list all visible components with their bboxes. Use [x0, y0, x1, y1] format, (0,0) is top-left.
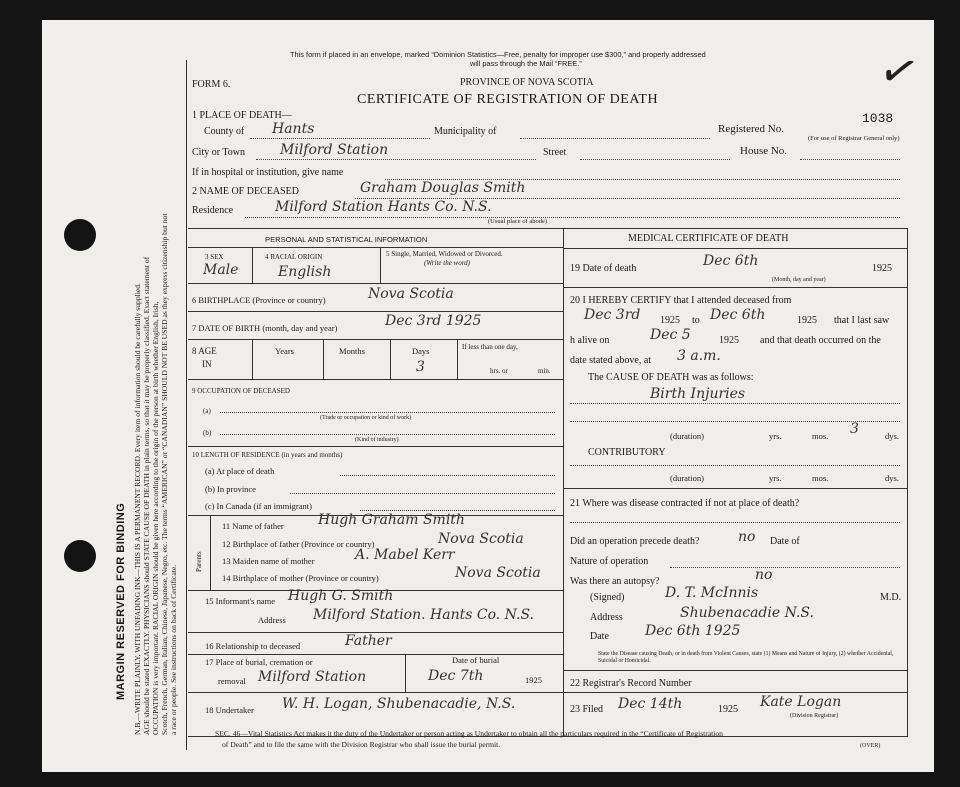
- residence-label: Residence: [192, 205, 234, 216]
- burial-date-label: Date of burial: [452, 655, 500, 665]
- alive-label: h alive on: [570, 335, 610, 346]
- dys-label-2: dys.: [885, 473, 899, 483]
- filed-label: 23 Filed: [570, 704, 604, 715]
- age-in-label: IN: [202, 359, 212, 369]
- relationship-value: Father: [345, 633, 392, 649]
- alive-year: 1925: [719, 335, 739, 346]
- county-value: Hants: [272, 121, 315, 137]
- certify-label: 20 I HEREBY CERTIFY that I attended deceased from: [570, 295, 792, 306]
- page-title: CERTIFICATE OF REGISTRATION OF DEATH: [357, 92, 659, 107]
- racial-label: 4 RACIAL ORIGIN: [265, 253, 323, 261]
- parents-side-label: Parents: [195, 551, 203, 572]
- years-label: Years: [275, 346, 294, 356]
- months-label: Months: [339, 346, 365, 356]
- occupation-a-note: (Trade or occupation or kind of work): [320, 415, 412, 421]
- yrs-label-2: yrs.: [769, 473, 782, 483]
- physician-address-label: Address: [590, 612, 623, 623]
- to-label: to: [692, 315, 700, 326]
- deceased-label: 2 NAME OF DECEASED: [192, 186, 299, 197]
- dob-value: Dec 3rd 1925: [385, 313, 482, 329]
- physician-address: Shubenacadie N.S.: [680, 605, 814, 621]
- margin-rule: [186, 60, 187, 750]
- birthplace-label: 6 BIRTHPLACE (Province or country): [192, 295, 326, 305]
- last-saw-label: that I last saw: [834, 315, 890, 326]
- physician-date-label: Date: [590, 631, 609, 642]
- county-label: County of: [204, 126, 245, 137]
- margin-reserved-label: MARGIN RESERVED FOR BINDING: [115, 502, 127, 700]
- burial-date: Dec 7th: [428, 668, 484, 684]
- hospital-label: If in hospital or institution, give name: [192, 167, 344, 178]
- city-label: City or Town: [192, 147, 246, 158]
- father-name: Hugh Graham Smith: [318, 512, 465, 528]
- undertaker-label: 18 Undertaker: [205, 705, 254, 715]
- hrs-label: hrs. or: [490, 367, 508, 375]
- autopsy-value: no: [755, 567, 773, 583]
- mail-notice-2: will pass through the Mail “FREE.”: [470, 59, 582, 68]
- days-label: Days: [412, 346, 430, 356]
- margin-instruction: Scotch, French, German, Italian, Chinese, Japanese, Negro, etc. The terms “AMERICAN” or “CANADIAN” SHOULD NOT BE USED as they express citizenship but not: [160, 213, 169, 735]
- binding-hole: [64, 540, 96, 572]
- mother-name: A. Mabel Kerr: [355, 547, 455, 563]
- residence-length-label: 10 LENGTH OF RESIDENCE (in years and months): [192, 451, 343, 459]
- over-label: (OVER): [860, 743, 881, 749]
- duration-label: (duration): [670, 431, 704, 441]
- burial-place: Milford Station: [258, 669, 367, 685]
- status-note: (Write the word): [424, 259, 471, 267]
- racial-value: English: [278, 264, 332, 280]
- dob-label: 7 DATE OF BIRTH (month, day and year): [192, 323, 338, 333]
- occupation-a: (a): [203, 407, 211, 415]
- footer-note-2: of Death” and to file the same with the Division Registrar who shall issue the burial permit.: [222, 740, 501, 749]
- place-label: 1 PLACE OF DEATH—: [192, 110, 292, 121]
- min-label: min.: [538, 367, 551, 375]
- city-value: Milford Station: [280, 142, 389, 158]
- street-label: Street: [543, 147, 567, 158]
- father-birthplace: Nova Scotia: [438, 531, 524, 547]
- time-of-death: 3 a.m.: [677, 348, 721, 364]
- house-label: House No.: [740, 145, 788, 157]
- status-label: 5 Single, Married, Widowed or Divorced.: [386, 250, 503, 258]
- filed-date: Dec 14th: [618, 696, 683, 712]
- occurred-label: and that death occurred on the: [760, 335, 881, 346]
- residence-value: Milford Station Hants Co. N.S.: [275, 199, 492, 215]
- burial-year: 1925: [525, 675, 542, 685]
- alive-date: Dec 5: [650, 327, 691, 343]
- operation-value: no: [738, 529, 756, 545]
- less-day-label: If less than one day,: [462, 343, 518, 351]
- signed-label: (Signed): [590, 592, 625, 603]
- mos-label: mos.: [812, 431, 829, 441]
- informant-label: 15 Informant's name: [205, 596, 275, 606]
- attended-from-year: 1925: [660, 315, 680, 326]
- mos-label-2: mos.: [812, 473, 829, 483]
- filed-year: 1925: [718, 704, 738, 715]
- attended-to-year: 1925: [797, 315, 817, 326]
- attended-to: Dec 6th: [710, 307, 766, 323]
- margin-instruction: OCCUPATION is very important. RACIAL ORIGIN should be given here according to the origin of the person at birth whether English, Irish,: [151, 301, 160, 735]
- date-of-death-year: 1925: [872, 263, 892, 274]
- physician-date: Dec 6th 1925: [645, 623, 741, 639]
- registrar-note: (For use of Registrar General only): [808, 135, 900, 142]
- md-label: M.D.: [880, 592, 902, 603]
- mother-birthplace-label: 14 Birthplace of mother (Province or country): [222, 573, 379, 583]
- check-mark: ✓: [873, 39, 925, 103]
- age-label: 8 AGE: [192, 346, 217, 356]
- residence-c: (c) In Canada (if an immigrant): [205, 501, 312, 511]
- occupation-label: 9 OCCUPATION OF DECEASED: [192, 387, 290, 395]
- operation-label: Did an operation precede death?: [570, 536, 700, 547]
- contributory-label: CONTRIBUTORY: [588, 447, 666, 458]
- cause-duration-days: 3: [850, 421, 859, 437]
- occupation-b-note: (Kind of industry): [355, 437, 399, 443]
- days-value: 3: [416, 359, 425, 375]
- footer-note: SEC. 46—Vital Statistics Act makes it the duty of the Undertaker or person acting as Undertaker to obtain all the particulars required in the “Certificate of Registration: [215, 729, 723, 738]
- sex-label: 3 SEX: [205, 253, 224, 261]
- q21-label: 21 Where was disease contracted if not at place of death?: [570, 498, 800, 509]
- date-note: (Month, day and year): [772, 277, 826, 283]
- record-number-label: 22 Registrar's Record Number: [570, 678, 692, 689]
- date-stated-label: date stated above, at: [570, 355, 652, 366]
- registrar-note: (Division Registrar): [790, 713, 839, 719]
- informant-name: Hugh G. Smith: [288, 588, 394, 604]
- residence-a: (a) At place of death: [205, 466, 275, 476]
- mother-label: 13 Maiden name of mother: [222, 556, 315, 566]
- date-of-death: Dec 6th: [703, 253, 759, 269]
- informant-address-label: Address: [258, 615, 286, 625]
- province-heading: PROVINCE OF NOVA SCOTIA: [460, 77, 594, 88]
- burial-label: 17 Place of burial, cremation or: [205, 657, 313, 667]
- attended-from: Dec 3rd: [584, 307, 641, 323]
- personal-heading: PERSONAL AND STATISTICAL INFORMATION: [265, 235, 428, 244]
- date-of-death-label: 19 Date of death: [570, 263, 637, 274]
- yrs-label: yrs.: [769, 431, 782, 441]
- residence-note: (Usual place of abode): [488, 218, 548, 225]
- registered-label: Registered No.: [718, 123, 784, 135]
- father-birthplace-label: 12 Birthplace of father (Province or country): [222, 539, 375, 549]
- birthplace-value: Nova Scotia: [368, 286, 454, 302]
- margin-instruction: N.B.—WRITE PLAINLY, WITH UNFADING INK—THIS IS A PERMANENT RECORD. Every item of information should be carefully supplied.: [133, 283, 142, 735]
- mail-notice: This form if placed in an envelope, marked “Dominion Statistics—Free, penalty for improper use $300,” and properly addressed: [290, 50, 706, 59]
- informant-address: Milford Station. Hants Co. N.S.: [313, 607, 534, 623]
- deceased-name: Graham Douglas Smith: [360, 180, 526, 196]
- residence-b: (b) In province: [205, 484, 256, 494]
- removal-label: removal: [218, 676, 246, 686]
- cause-note: State the Disease causing Death, or in death from Violent Causes, state (1) Means and Nature of Injury, (2) whether Accidental, Suicidal or Homicidal.: [598, 651, 894, 664]
- father-label: 11 Name of father: [222, 521, 284, 531]
- binding-hole: [64, 219, 96, 251]
- cause-value: Birth Injuries: [650, 386, 746, 402]
- registrar-signature: Kate Logan: [760, 694, 842, 710]
- form-number: FORM 6.: [192, 79, 231, 90]
- duration-label-2: (duration): [670, 473, 704, 483]
- margin-instruction: a race or people. See instructions on back of Certificate.: [169, 564, 178, 735]
- dys-label: dys.: [885, 431, 899, 441]
- mother-birthplace: Nova Scotia: [455, 565, 541, 581]
- nature-label: Nature of operation: [570, 556, 649, 567]
- physician-signature: D. T. McInnis: [665, 585, 759, 601]
- municipality-label: Municipality of: [434, 126, 497, 137]
- autopsy-label: Was there an autopsy?: [570, 576, 660, 587]
- margin-instruction: AGE should be stated EXACTLY. PHYSICIANS should STATE CAUSE OF DEATH in plain terms, so that it may be properly classified. Exact statement of: [142, 256, 151, 735]
- medical-heading: MEDICAL CERTIFICATE OF DEATH: [628, 233, 789, 244]
- registered-number: 1038: [862, 111, 894, 126]
- relationship-label: 16 Relationship to deceased: [205, 641, 301, 651]
- sex-value: Male: [203, 262, 239, 278]
- cause-label: The CAUSE OF DEATH was as follows:: [588, 372, 754, 383]
- undertaker-value: W. H. Logan, Shubenacadie, N.S.: [282, 696, 516, 712]
- occupation-b: (b): [203, 429, 212, 437]
- operation-date-label: Date of: [770, 536, 800, 547]
